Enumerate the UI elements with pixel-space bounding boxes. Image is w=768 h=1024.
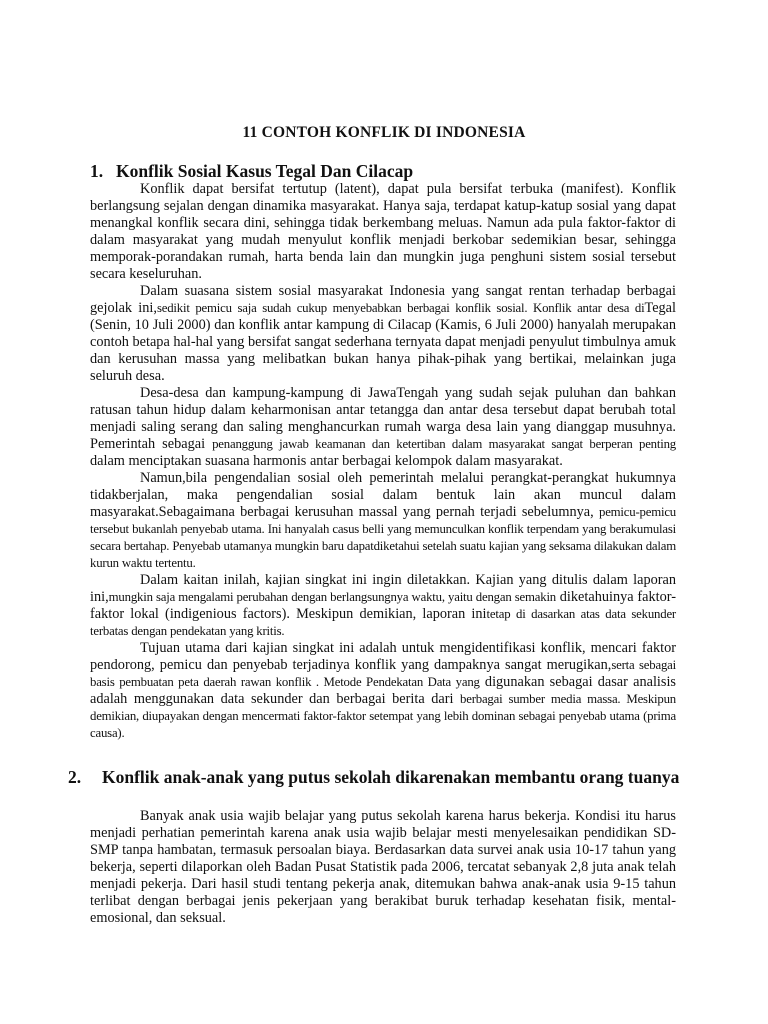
section-1-body (90, 181, 676, 742)
paragraph: Tujuan utama dari kajian singkat ini adalah untuk mengidentifikasi konflik, mencari faktor pendorong, pemicu dan penyebab terjadinya konflik yang dampaknya sangat merugikan,serta sebagai basis pembuatan peta daerah rawan konflik . Metode Pendekatan Data yang digunakan sebagai dasar analisis adalah menggunakan data sekunder dan berbagai berita dari berbagai sumber media massa. Meskipun demikian, diupayakan dengan mencermati faktor-faktor setempat yang lebih dominan sebagai penyebab utama (prima causa). (90, 640, 676, 740)
paragraph: Dalam suasana sistem sosial masyarakat Indonesia yang sangat rentan terhadap berbagai gejolak ini,sedikit pemicu saja sudah cukup menyebabkan berbagai konflik sosial. Konflik antar desa diTegal (Senin, 10 Juli 2000) dan konflik antar kampung di Cilacap (Kamis, 6 Juli 2000) hanyalah merupakan contoh betapa hal-hal yang bersifat sangat sederhana ternyata dapat menjadi penyulut timbulnya amuk dan kerusuhan massa yang melibatkan bukan hanya pihak-pihak yang bertikai, melainkan juga seluruh desa. (90, 283, 676, 384)
section-1-title: Konflik Sosial Kasus Tegal Dan Cilacap (116, 161, 414, 181)
section-1-number: 1. (90, 161, 104, 181)
paragraph: Dalam kaitan inilah, kajian singkat ini ingin diletakkan. Kajian yang ditulis dalam laporan ini,mungkin saja mengalami perubahan dengan berlangsungnya waktu, yaitu dengan semakin diketahuinya faktor-faktor lokal (indigenious factors). Meskipun demikian, laporan initetap di dasarkan atas data sekunder terbatas dengan pendekatan yang kritis. (90, 572, 676, 638)
section-2-heading (68, 768, 704, 787)
document-title: 11 CONTOH KONFLIK DI INDONESIA (242, 124, 526, 141)
section-2-number: 2. (68, 767, 82, 787)
section-2-body (90, 808, 676, 927)
paragraph: Banyak anak usia wajib belajar yang putus sekolah karena harus bekerja. Kondisi itu harus menjadi perhatian pemerintah karena anak usia wajib belajar mesti menyelesaikan pendidikan SD-SMP tanpa hambatan, termasuk persoalan biaya. Berdasarkan data survei anak usia 10-17 tahun yang bekerja, seperti dilaporkan oleh Badan Pusat Statistik pada 2006, tercatat sebanyak 2,8 juta anak telah menjadi pekerja. Dari hasil studi tentang pekerja anak, ditemukan bahwa anak-anak usia 9-15 tahun terlibat dengan berbagai jenis pekerjaan yang berakibat buruk terhadap kesehatan fisik, mental-emosional, dan seksual. (90, 808, 676, 926)
paragraph: Konflik dapat bersifat tertutup (latent), dapat pula bersifat terbuka (manifest). Konflik berlangsung sejalan dengan dinamika masyarakat. Hanya saja, terdapat katup-katup sosial yang dapat menangkal konflik secara dini, sehingga tidak berkembang meluas. Namun ada pula faktor-faktor di dalam masyarakat yang mudah menyulut konflik menjadi berkobar sedemikian besar, sehingga memporak-porandakan rumah, harta benda lain dan mungkin juga penghuni sistem sosial tersebut secara keseluruhan. (90, 181, 676, 282)
section-2-title: Konflik anak-anak yang putus sekolah dikarenakan membantu orang tuanya (102, 767, 680, 787)
paragraph: Namun,bila pengendalian sosial oleh pemerintah melalui perangkat-perangkat hukumnya tidakberjalan, maka pengendalian sosial dalam bentuk lain akan muncul dalam masyarakat.Sebagaimana berbagai kerusuhan massal yang pernah terjadi sebelumnya, pemicu-pemicu tersebut bukanlah penyebab utama. Ini hanyalah casus belli yang memunculkan konflik terpendam yang berakumulasi secara bertahap. Penyebab utamanya mungkin baru dapatdiketahui setelah suatu kajian yang seksama dilakukan dalam kurun waktu tertentu. (90, 470, 676, 570)
paragraph: Desa-desa dan kampung-kampung di JawaTengah yang sudah sejak puluhan dan bahkan ratusan tahun hidup dalam keharmonisan antar tetangga dan antar desa tersebut dapat berubah total menjadi saling serang dan saling menghancurkan rumah warga desa lain yang dianggap musuhnya. Pemerintah sebagai penanggung jawab keamanan dan ketertiban dalam masyarakat sangat berperan penting dalam menciptakan suasana harmonis antar berbagai kelompok dalam masyarakat. (90, 385, 676, 469)
section-1-heading (90, 162, 413, 181)
